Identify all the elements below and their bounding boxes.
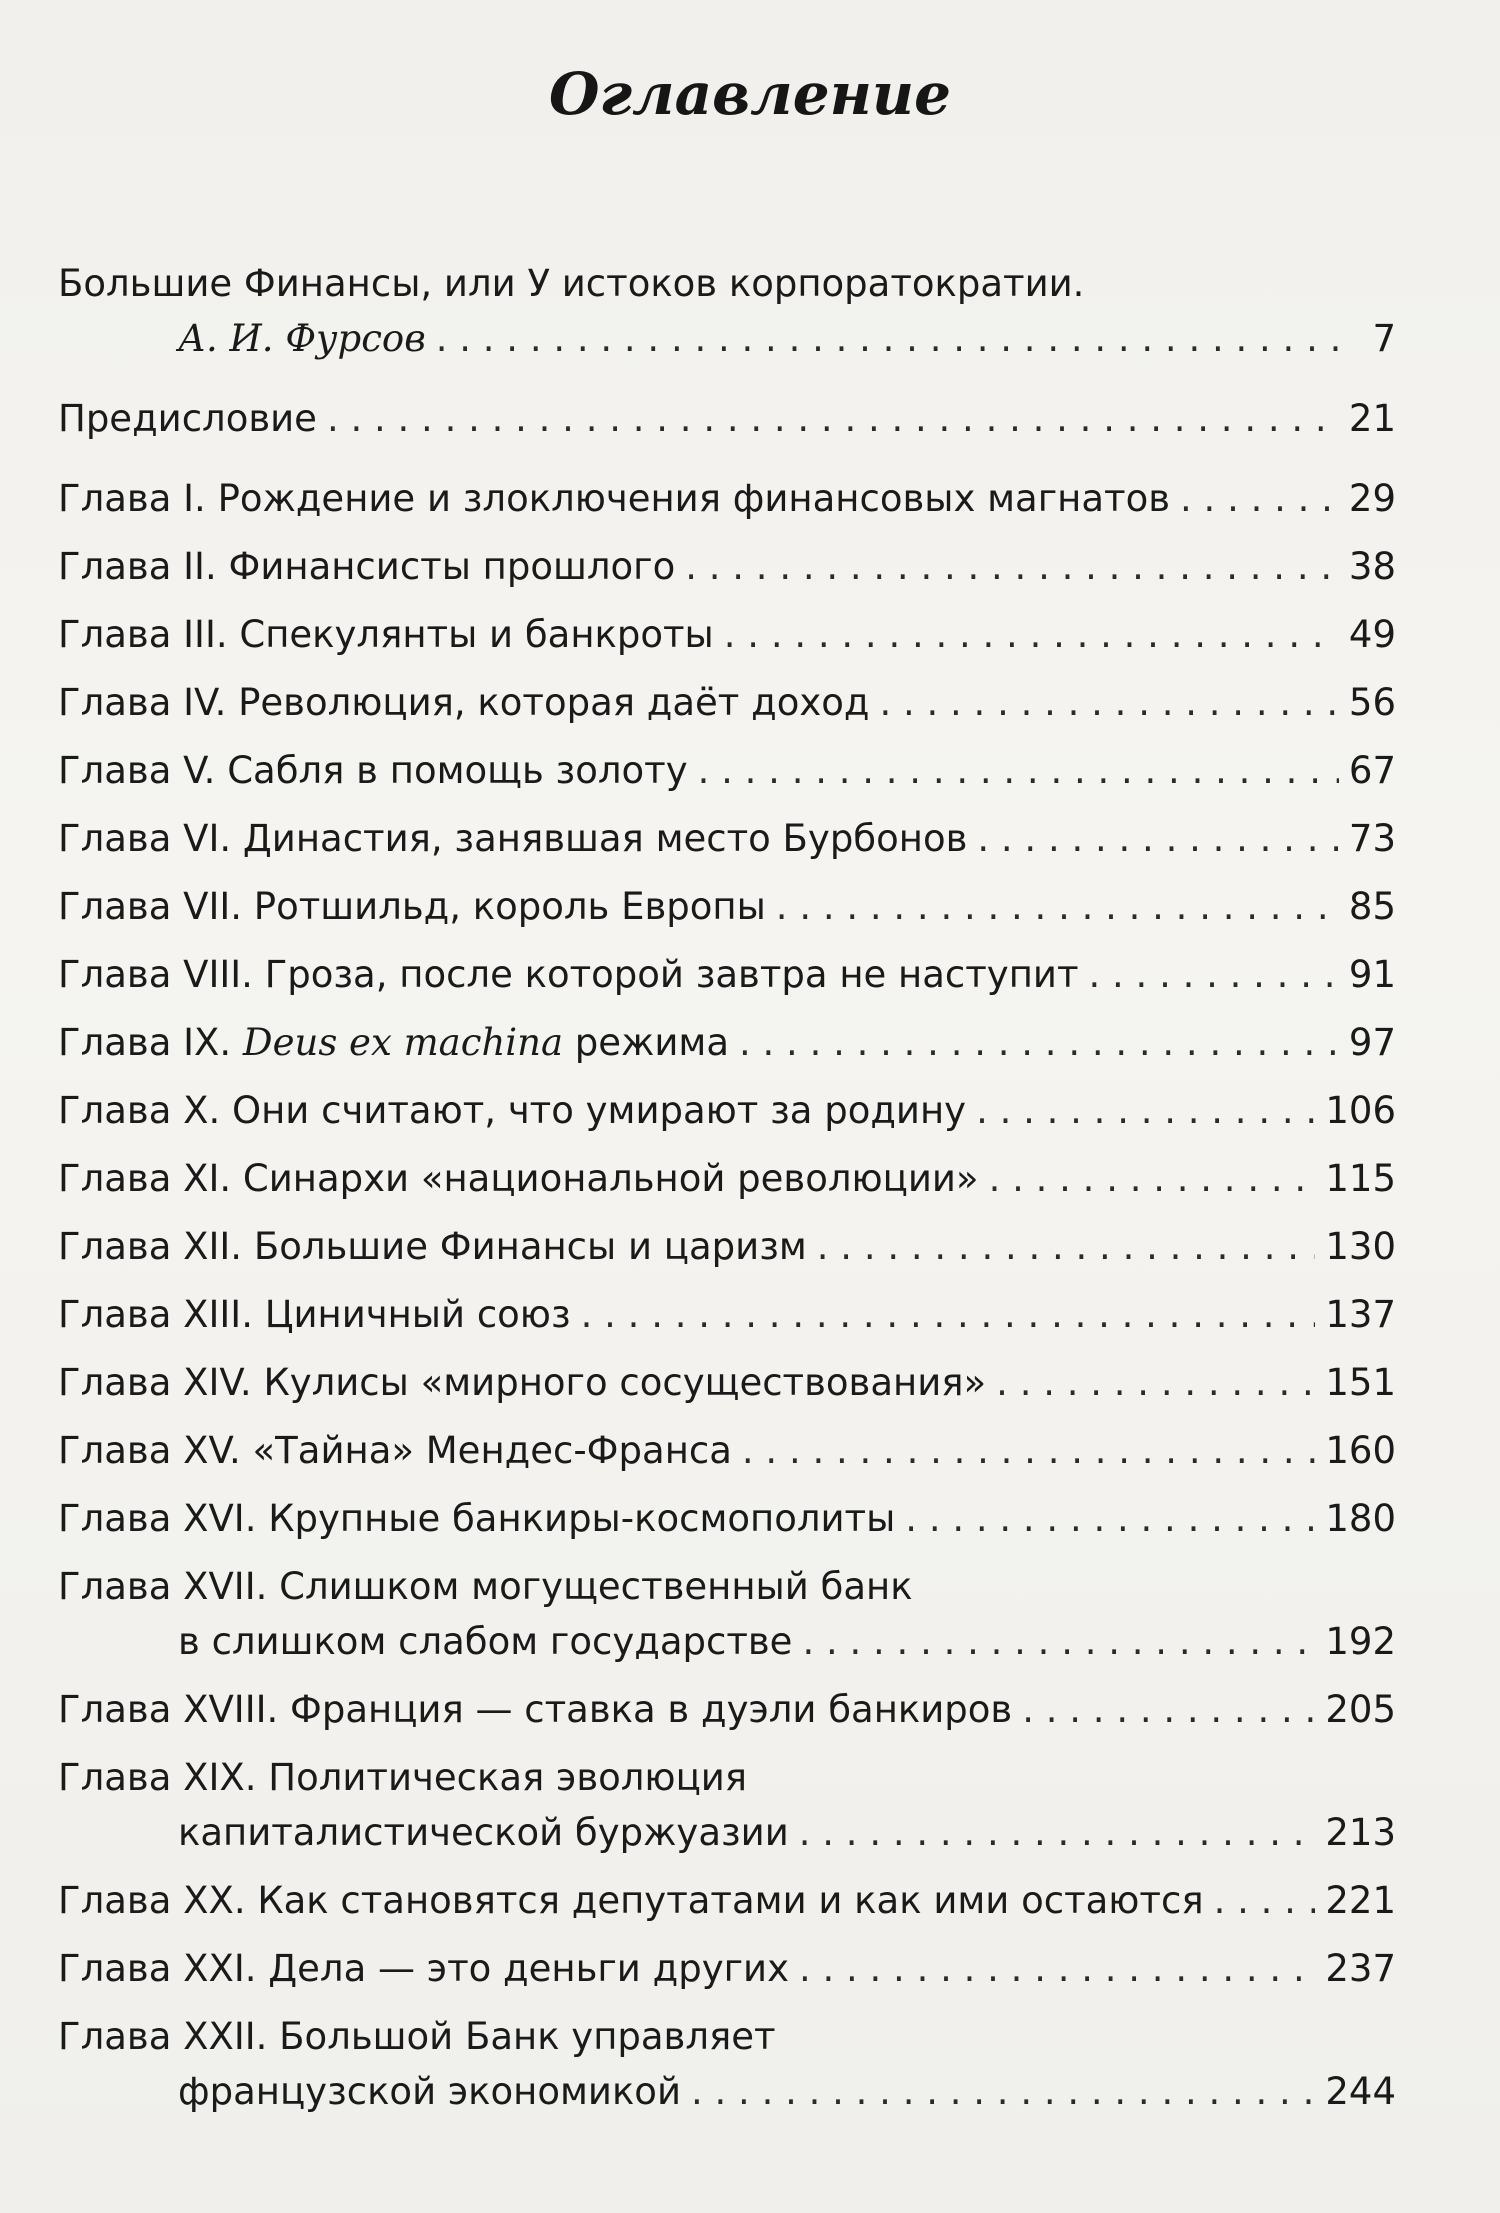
- dot-leader: [1214, 1877, 1316, 1925]
- dot-leader: [817, 1223, 1316, 1271]
- toc-page-number: 49: [1348, 613, 1396, 656]
- toc-entry-title: Глава XIII. Циничный союз: [58, 1293, 571, 1336]
- toc-entry-title: Глава XVIII. Франция — ставка в дуэли банкиров: [58, 1688, 1013, 1731]
- toc-page-number: 130: [1325, 1225, 1396, 1268]
- toc-entry: [58, 252, 1396, 308]
- page-title: Оглавление: [549, 60, 951, 128]
- dot-leader: [724, 611, 1339, 659]
- dot-leader: [1089, 951, 1339, 999]
- toc-entry: [58, 387, 1396, 443]
- toc-page-number: 85: [1348, 885, 1396, 928]
- toc-entry: [58, 739, 1396, 795]
- toc-entry-prefix: Глава IX.: [58, 1021, 243, 1064]
- toc-entry-title: Большие Финансы, или У истоков корпоратократии.: [58, 262, 1085, 305]
- toc-entry-title: Глава XXII. Большой Банк управляет: [58, 2015, 776, 2058]
- toc-entry: [58, 1215, 1396, 1271]
- dot-leader: [1022, 1686, 1315, 1734]
- toc-entry-title: капиталистической буржуазии: [178, 1811, 789, 1854]
- toc-entry: [58, 1678, 1396, 1734]
- dot-leader: [879, 679, 1338, 727]
- dot-leader: [799, 1809, 1316, 1857]
- dot-leader: [698, 747, 1339, 795]
- dot-leader: [685, 543, 1339, 591]
- dot-leader: [976, 1087, 1315, 1135]
- toc-page-number: 237: [1325, 1947, 1396, 1990]
- toc-page-number: 38: [1348, 545, 1396, 588]
- toc-page-number: 56: [1348, 681, 1396, 724]
- dot-leader: [691, 2068, 1315, 2116]
- toc-entry-title: Глава XVI. Крупные банкиры-космополиты: [58, 1497, 896, 1540]
- toc-entry: [58, 807, 1396, 863]
- toc-page-number: 21: [1348, 397, 1396, 440]
- toc-page-number: 213: [1325, 1811, 1396, 1854]
- toc-entry-italic: Deus ex machina: [242, 1021, 564, 1064]
- toc-entry-title: Глава XV. «Тайна» Мендес-Франса: [58, 1429, 732, 1472]
- toc-entry: [58, 467, 1396, 523]
- toc-page-number: 160: [1325, 1429, 1396, 1472]
- toc-entry-title: Глава XVII. Слишком могущественный банк: [58, 1565, 913, 1608]
- dot-leader: [799, 1945, 1315, 1993]
- toc-entry: [58, 1610, 1396, 1666]
- toc-entry-title: французской экономикой: [178, 2070, 681, 2113]
- toc-entry-title: Глава XX. Как становятся депутатами и как ими остаются: [58, 1879, 1204, 1922]
- toc-entry-title: Глава X. Они считают, что умирают за родину: [58, 1089, 967, 1132]
- toc-page-number: 151: [1325, 1361, 1396, 1404]
- toc-entry-title: Глава XIV. Кулисы «мирного сосуществования»: [58, 1361, 987, 1404]
- toc-page-number: 73: [1348, 817, 1396, 860]
- toc-entry: [58, 2005, 1396, 2061]
- toc-entry: [58, 1011, 1396, 1067]
- toc-page-number: 7: [1372, 317, 1396, 360]
- toc-entry: [58, 1746, 1396, 1802]
- toc-entry-title: Глава XI. Синархи «национальной революции»: [58, 1157, 979, 1200]
- toc-entry: [58, 943, 1396, 999]
- dot-leader: [989, 1155, 1316, 1203]
- toc-entry-title: [58, 1019, 729, 1067]
- dot-leader: [581, 1291, 1316, 1339]
- dot-leader: [977, 815, 1339, 863]
- dot-leader: [739, 1019, 1339, 1067]
- toc-entry: [58, 2060, 1396, 2116]
- toc-page-number: 91: [1348, 953, 1396, 996]
- toc-page-number: 244: [1325, 2070, 1396, 2113]
- toc-page-number: 205: [1325, 1688, 1396, 1731]
- dot-leader: [1180, 475, 1339, 523]
- toc-page-number: 137: [1325, 1293, 1396, 1336]
- toc-entry: [58, 1079, 1396, 1135]
- toc-page-number: 221: [1325, 1879, 1396, 1922]
- toc-entry-title: Глава II. Финансисты прошлого: [58, 545, 676, 588]
- toc-entry: [58, 1419, 1396, 1475]
- toc-entry-title: Глава VI. Династия, занявшая место Бурбонов: [58, 817, 968, 860]
- dot-leader: [327, 395, 1339, 443]
- toc-page-number: 29: [1348, 477, 1396, 520]
- toc-entry-suffix: режима: [563, 1021, 729, 1064]
- toc-entry: [58, 1801, 1396, 1857]
- toc-page-number: 192: [1325, 1620, 1396, 1663]
- toc-entry-title: Глава XIX. Политическая эволюция: [58, 1756, 748, 1799]
- toc-page-number: 106: [1325, 1089, 1396, 1132]
- toc-entry: [58, 307, 1396, 363]
- toc-entry: [58, 1555, 1396, 1611]
- toc-entry: [58, 1351, 1396, 1407]
- toc-entry: [58, 1487, 1396, 1543]
- toc-entry-title: А. И. Фурсов: [178, 317, 426, 360]
- toc-entry: [58, 1147, 1396, 1203]
- toc-entry-title: Предисловие: [58, 397, 317, 440]
- dot-leader: [436, 315, 1346, 363]
- toc-entry: [58, 535, 1396, 591]
- dot-leader: [776, 883, 1339, 931]
- toc-entry-title: Глава III. Спекулянты и банкроты: [58, 613, 714, 656]
- toc-entry-title: в слишком слабом государстве: [178, 1620, 793, 1663]
- toc-entry: [58, 671, 1396, 727]
- toc-entry-title: Глава VII. Ротшильд, король Европы: [58, 885, 766, 928]
- toc-entry-title: Глава I. Рождение и злоключения финансовых магнатов: [58, 477, 1171, 520]
- toc-entry-title: Глава IV. Революция, которая даёт доход: [58, 681, 870, 724]
- dot-leader: [996, 1359, 1315, 1407]
- toc-entry-title: Глава XII. Большие Финансы и царизм: [58, 1225, 807, 1268]
- toc-entry: [58, 1869, 1396, 1925]
- dot-leader: [802, 1618, 1315, 1666]
- dot-leader: [742, 1427, 1315, 1475]
- toc-entry: [58, 1937, 1396, 1993]
- toc-entry-title: Глава V. Сабля в помощь золоту: [58, 749, 688, 792]
- toc-page-number: 67: [1348, 749, 1396, 792]
- toc-entry: [58, 603, 1396, 659]
- dot-leader: [905, 1495, 1315, 1543]
- toc-entry-title: Глава XXI. Дела — это деньги других: [58, 1947, 789, 1990]
- toc-page-number: 97: [1348, 1021, 1396, 1064]
- toc-entry: [58, 875, 1396, 931]
- toc-entry: [58, 1283, 1396, 1339]
- toc-entry-title: Глава VIII. Гроза, после которой завтра не наступит: [58, 953, 1079, 996]
- toc-page-number: 115: [1325, 1157, 1396, 1200]
- toc-page-number: 180: [1325, 1497, 1396, 1540]
